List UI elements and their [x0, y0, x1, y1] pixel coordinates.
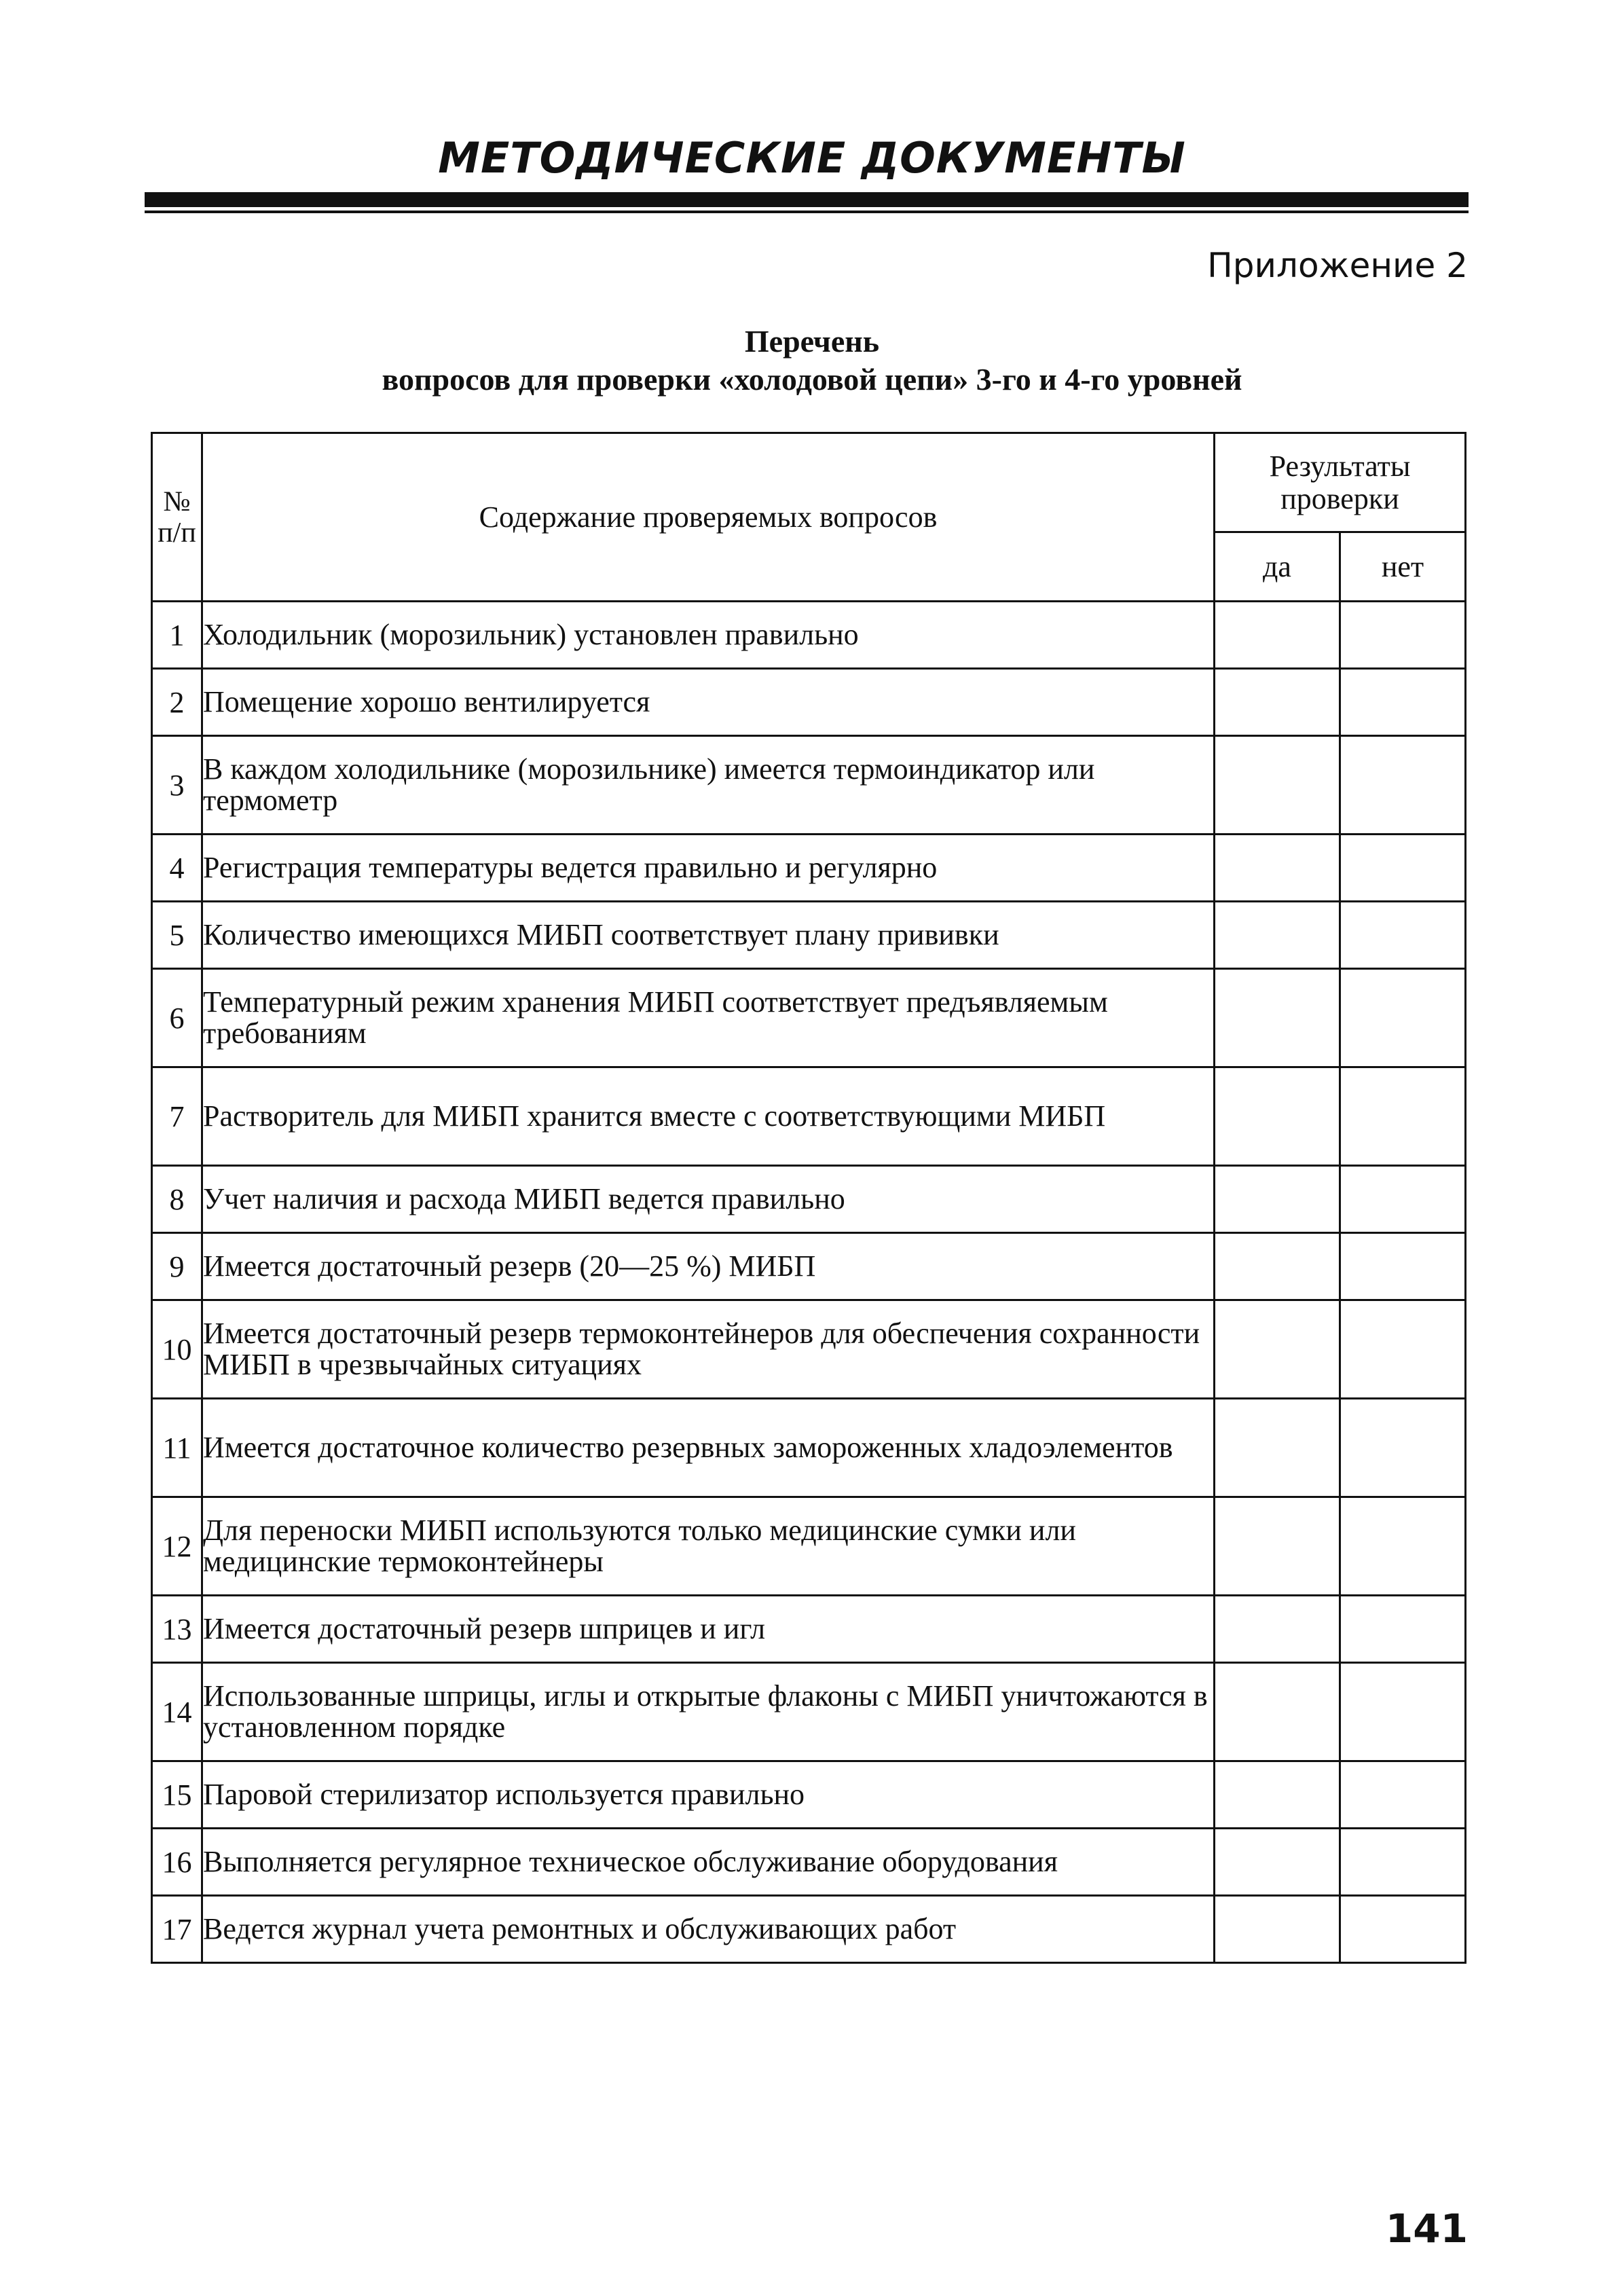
row-number: 4: [152, 835, 202, 902]
row-question: В каждом холодильнике (морозильнике) имеется термоиндикатор или термометр: [202, 736, 1215, 835]
row-question: Температурный режим хранения МИБП соответствует предъявляемым требованиям: [202, 969, 1215, 1067]
answer-no-cell: [1340, 602, 1466, 669]
row-question: Регистрация температуры ведется правильно и регулярно: [202, 835, 1215, 902]
answer-yes-cell: [1215, 1166, 1340, 1233]
answer-yes-cell: [1215, 1399, 1340, 1497]
answer-yes-cell: [1215, 902, 1340, 969]
row-question: Для переноски МИБП используются только медицинские сумки или медицинские термоконтейнеры: [202, 1497, 1215, 1596]
section-header-title: МЕТОДИЧЕСКИЕ ДОКУМЕНТЫ: [438, 133, 1186, 183]
document-title: [0, 323, 1624, 399]
row-question: Имеется достаточный резерв термоконтейнеров для обеспечения сохранности МИБП в чрезвычайных ситуациях: [202, 1300, 1215, 1399]
row-number: 7: [152, 1067, 202, 1166]
header-number-sign: №: [163, 486, 191, 517]
row-number: 16: [152, 1829, 202, 1896]
row-number: 12: [152, 1497, 202, 1596]
answer-yes-cell: [1215, 669, 1340, 736]
answer-yes-cell: [1215, 1596, 1340, 1663]
header-no: нет: [1340, 532, 1466, 602]
row-number: 2: [152, 669, 202, 736]
checklist-table: [151, 432, 1466, 1964]
answer-no-cell: [1340, 1399, 1466, 1497]
table-row: [152, 1067, 1466, 1166]
row-question: Учет наличия и расхода МИБП ведется правильно: [202, 1166, 1215, 1233]
table-row: [152, 1761, 1466, 1829]
appendix-label: Приложение 2: [1207, 246, 1468, 285]
row-question: Использованные шприцы, иглы и открытые флаконы с МИБП уничтожаются в установленном порядке: [202, 1663, 1215, 1761]
answer-yes-cell: [1215, 736, 1340, 835]
header-number: [152, 433, 202, 602]
row-question: Количество имеющихся МИБП соответствует плану прививки: [202, 902, 1215, 969]
row-number: 15: [152, 1761, 202, 1829]
row-number: 3: [152, 736, 202, 835]
row-number: 1: [152, 602, 202, 669]
header-results-line-1: Результаты: [1269, 449, 1411, 483]
answer-no-cell: [1340, 1166, 1466, 1233]
table-row: [152, 736, 1466, 835]
row-question: Имеется достаточное количество резервных замороженных хладоэлементов: [202, 1399, 1215, 1497]
row-number: 17: [152, 1896, 202, 1963]
table-row: [152, 602, 1466, 669]
answer-yes-cell: [1215, 1300, 1340, 1399]
row-number: 6: [152, 969, 202, 1067]
table-row: [152, 1663, 1466, 1761]
header-results-line-2: проверки: [1280, 481, 1399, 515]
row-number: 11: [152, 1399, 202, 1497]
row-question: Имеется достаточный резерв (20—25 %) МИБП: [202, 1233, 1215, 1300]
answer-no-cell: [1340, 835, 1466, 902]
row-question: Имеется достаточный резерв шприцев и игл: [202, 1596, 1215, 1663]
answer-yes-cell: [1215, 1829, 1340, 1896]
header-rule-thick: [145, 192, 1469, 207]
row-question: Выполняется регулярное техническое обслуживание оборудования: [202, 1829, 1215, 1896]
answer-no-cell: [1340, 669, 1466, 736]
document-title-line-2: вопросов для проверки «холодовой цепи» 3-го и 4-го уровней: [382, 362, 1242, 397]
table-row: [152, 969, 1466, 1067]
table-row: [152, 1497, 1466, 1596]
table-row: [152, 1166, 1466, 1233]
table-row: [152, 1300, 1466, 1399]
header-rule-thin: [145, 210, 1469, 213]
header-number-abbrev: п/п: [158, 517, 196, 549]
answer-no-cell: [1340, 1233, 1466, 1300]
row-number: 8: [152, 1166, 202, 1233]
page-number: 141: [1385, 2205, 1468, 2252]
header-results: [1215, 433, 1466, 532]
row-question: Помещение хорошо вентилируется: [202, 669, 1215, 736]
table-row: [152, 1399, 1466, 1497]
answer-no-cell: [1340, 1596, 1466, 1663]
table-row: [152, 902, 1466, 969]
table-row: [152, 835, 1466, 902]
row-number: 5: [152, 902, 202, 969]
row-question: Растворитель для МИБП хранится вместе с соответствующими МИБП: [202, 1067, 1215, 1166]
answer-yes-cell: [1215, 1497, 1340, 1596]
row-number: 14: [152, 1663, 202, 1761]
answer-no-cell: [1340, 969, 1466, 1067]
answer-no-cell: [1340, 1497, 1466, 1596]
answer-no-cell: [1340, 1300, 1466, 1399]
answer-yes-cell: [1215, 1761, 1340, 1829]
answer-yes-cell: [1215, 1896, 1340, 1963]
row-number: 10: [152, 1300, 202, 1399]
answer-no-cell: [1340, 1067, 1466, 1166]
answer-no-cell: [1340, 1663, 1466, 1761]
answer-yes-cell: [1215, 969, 1340, 1067]
header-yes: да: [1215, 532, 1340, 602]
answer-yes-cell: [1215, 602, 1340, 669]
answer-yes-cell: [1215, 1233, 1340, 1300]
answer-yes-cell: [1215, 1663, 1340, 1761]
table-row: [152, 1233, 1466, 1300]
table-row: [152, 1829, 1466, 1896]
document-title-line-1: Перечень: [744, 324, 880, 359]
answer-no-cell: [1340, 1761, 1466, 1829]
table-row: [152, 1596, 1466, 1663]
row-question: Холодильник (морозильник) установлен правильно: [202, 602, 1215, 669]
answer-no-cell: [1340, 736, 1466, 835]
answer-yes-cell: [1215, 1067, 1340, 1166]
answer-no-cell: [1340, 902, 1466, 969]
answer-no-cell: [1340, 1829, 1466, 1896]
answer-yes-cell: [1215, 835, 1340, 902]
table-row: [152, 669, 1466, 736]
header-question: Содержание проверяемых вопросов: [202, 433, 1215, 602]
row-number: 9: [152, 1233, 202, 1300]
row-number: 13: [152, 1596, 202, 1663]
row-question: Ведется журнал учета ремонтных и обслуживающих работ: [202, 1896, 1215, 1963]
row-question: Паровой стерилизатор используется правильно: [202, 1761, 1215, 1829]
table-row: [152, 1896, 1466, 1963]
answer-no-cell: [1340, 1896, 1466, 1963]
